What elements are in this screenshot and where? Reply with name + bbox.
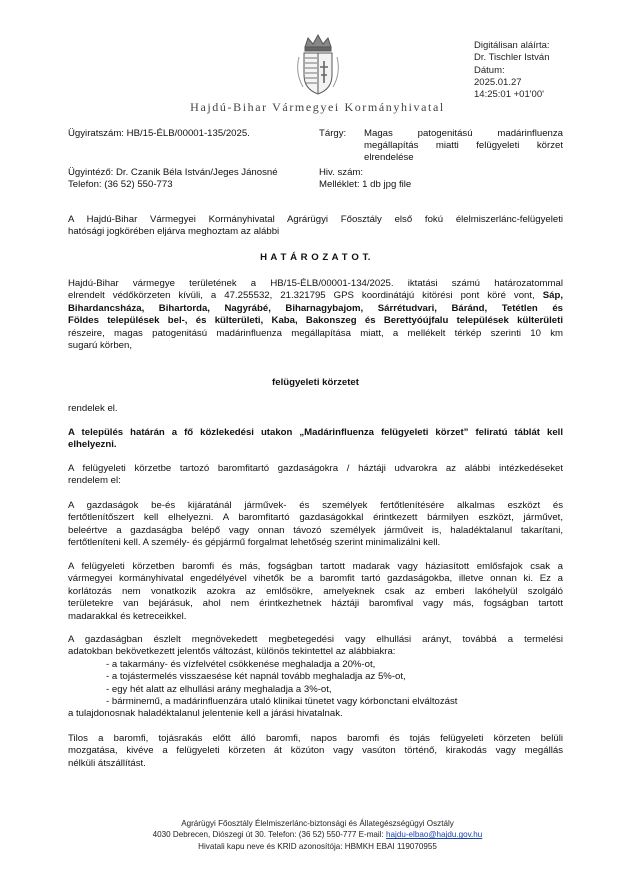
footer-department: Agrárügyi Főosztály Élelmiszerlánc-biztonsági és Állategészségügyi Osztály (181, 819, 454, 828)
zone-title: felügyeleti körzetet (272, 377, 359, 388)
list-item: - a takarmány- és vízfelvétel csökkenése meghaladja a 20%-ot, (106, 659, 376, 670)
signature-label: Digitálisan aláírta: (474, 40, 550, 51)
reference-number: Hiv. szám: (319, 167, 364, 178)
attachment: Melléklet: 1 db jpg file (319, 179, 412, 190)
phone: Telefon: (36 52) 550-773 (68, 179, 173, 190)
order-line: rendelek el. (68, 403, 118, 414)
subject-line-2: megállapítás miatti felügyeleti körzet (364, 140, 563, 151)
case-officer: Ügyintéző: Dr. Czanik Béla István/Jeges Jánosné (68, 167, 278, 178)
signature-date-label: Dátum: (474, 64, 505, 76)
animal-movement-paragraph: A felügyeleti körzetben baromfi és más, fogságban tartott madarak vagy háziasított emlősfajok csak a vármegyei kormányhivatal engedélyével vihetők be a baromfit tartó gazdaságokba, illetve onnan ki. Ez a korlátozás nem vonatkozik azokra az emlősökre, amelyeknek csak az emberi lakóhelyül szolgáló területekre van bejárásuk, ahol nem érintkezhetnek háztáji baromfival vagy más, fogságban tartott madarakkal és ketreceikkel. (68, 561, 563, 622)
email-link[interactable]: hajdu-elbao@hajdu.gov.hu (386, 830, 483, 840)
measures-intro: A felügyeleti körzetbe tartozó baromfitartó gazdaságokra / háztáji udvarokra az alábbi intézkedéseket rendelem el: (68, 463, 563, 487)
reporting-criteria-list (106, 659, 566, 709)
subject-label: Tárgy: (319, 128, 347, 139)
signature-signer: Dr. Tischler István (474, 52, 550, 64)
reporting-paragraph: A gazdaságban észlelt megnövekedett megbetegedési vagy elhullási arányt, továbbá a termelési adatokban bekövetkezett jelentős változást, különös tekintettel az alábbiakra: (68, 634, 563, 658)
footer-krid: Hivatali kapu neve és KRID azonosítója: HBMKH EBAI 119070955 (198, 841, 437, 851)
signature-time: 14:25:01 +01'00' (474, 89, 544, 101)
disinfection-paragraph: A gazdaságok be-és kijáratánál járművek- és személyek fertőtlenítésére alkalmas eszközt és fertőtlenítőszert kell elhelyezni. A baromfitartó gazdaságokkal érintkezett bármilyen eszközt, járművet, beleértve a gazdaságba belépő vagy onnan távozó személyek járműveit is, haladéktalanul takarítani, fertőtleníteni kell. A személy- és gépjármű forgalmat lehetőség szerint minimalizálni kell. (68, 500, 563, 549)
decision-title: H A T Á R O Z A T O T. (260, 252, 371, 263)
signature-date: 2025.01.27 (474, 76, 522, 88)
zone-definition-paragraph: Hajdú-Bihar vármegye területének a HB/15-ÉLB/00001-134/2025. iktatási számú határozatommal elrendelt védőkörzeten kívüli, a 47.255532, 21.321795 GPS koordinátájú kitörési pont köré vont, Sáp, Bihardancsháza, Bihartorda, Nagyrábé, Biharnagybajom, Sárrétudvari, Báránd, Tetétlen és Földes települések bel-, és külterületi, Kaba, Bakonszeg és Berettyóújfalu települések külterületi részeire, magas patogenitású madárinfluenza megállapítása miatt, a mellékelt térkép szerinti 10 km sugarú körben, (68, 278, 564, 352)
list-item: - egy hét alatt az elhullási arány meghaladja a 3%-ot, (106, 683, 332, 695)
reporting-conclusion: a tulajdonosnak haladéktalanul jelentenie kell a járási hivatalnak. (68, 708, 343, 719)
subject-line-1: Magas patogenitású madárinfluenza (364, 128, 563, 139)
list-item: - bárminemű, a madárinfluenzára utaló klinikai tünetet vagy kórbonctani elváltozást (106, 696, 458, 708)
intro-paragraph: A Hajdú-Bihar Vármegyei Kormányhivatal Agrárügyi Főosztály első fokú élelmiszerlánc-felügyeleti hatósági jogkörében eljárva meghoztam az alábbi (68, 214, 563, 238)
coat-of-arms-icon (291, 33, 345, 97)
organization-name: Hajdú-Bihar Vármegyei Kormányhivatal (190, 100, 445, 114)
case-number: Ügyiratszám: HB/15-ÉLB/00001-135/2025. (68, 128, 250, 139)
list-item: - a tojástermelés visszaesése két napnál tovább meghaladja az 5%-ot, (106, 671, 406, 683)
signage-paragraph: A település határán a fő közlekedési utakon „Madárinfluenza felügyeleti körzet” feliratú táblát kell elhelyezni. (68, 427, 563, 451)
footer-contact: 4030 Debrecen, Diószegi út 30. Telefon: (36 52) 550-777 E-mail: hajdu-elbao@hajdu.gov.hu (152, 830, 483, 840)
subject-line-3: elrendelése (364, 152, 414, 163)
digital-signature-block (474, 40, 550, 101)
footer (0, 818, 635, 852)
transport-prohibition-paragraph: Tilos a baromfi, tojásrakás előtt álló baromfi, napos baromfi és tojás felügyeleti körzeten belüli mozgatása, kivéve a felügyeleti körzeten át közúton vagy vasúton történő, kirakodás vagy megállás nélküli átszállítást. (68, 733, 563, 769)
